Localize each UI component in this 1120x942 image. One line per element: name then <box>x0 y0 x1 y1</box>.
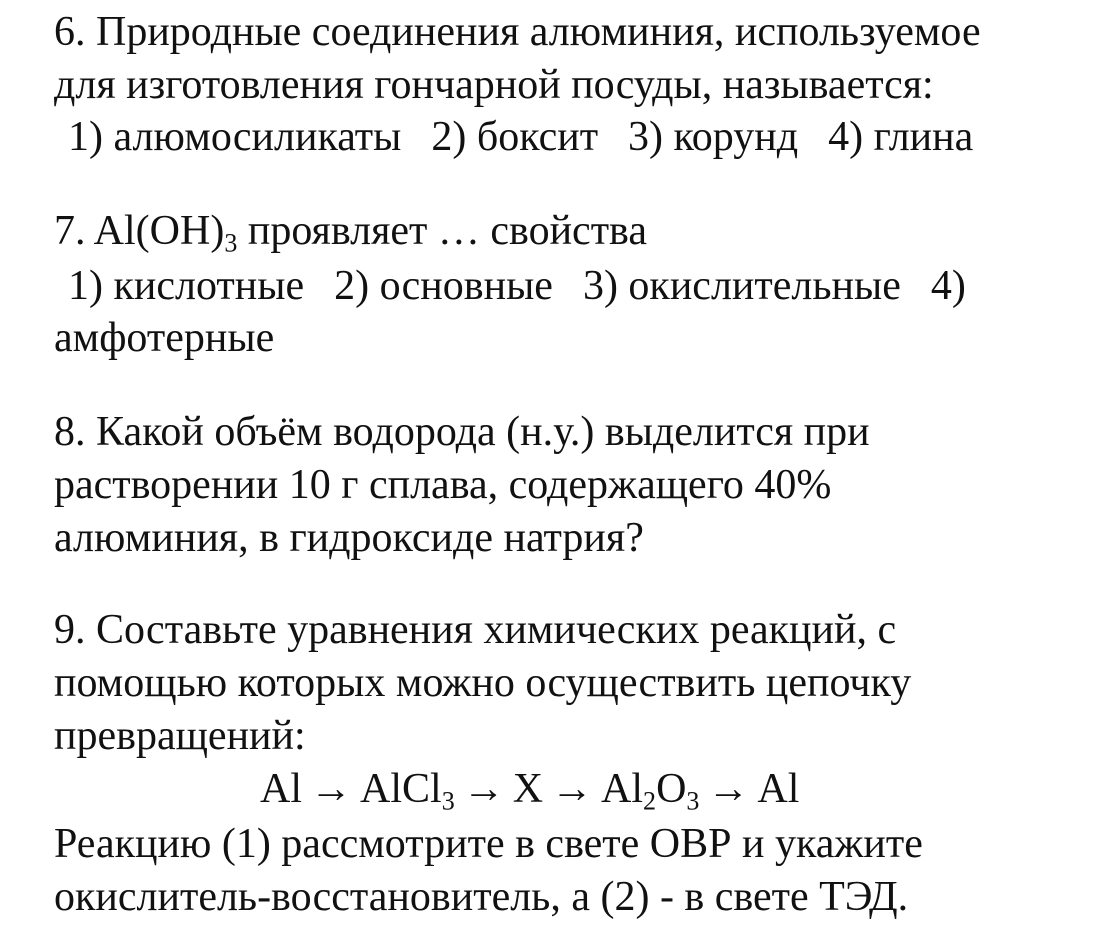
q6-line-2: для изготовления гончарной посуды, называется: <box>54 62 934 108</box>
q9-line-3: превращений: <box>54 713 306 759</box>
chain-arrow-4: → <box>707 766 750 812</box>
q7-option-4: 4) <box>930 263 966 309</box>
q6-options <box>68 111 973 163</box>
chain-alcl3-sub: 3 <box>441 786 455 816</box>
chain-x: X <box>512 766 544 812</box>
chain-arrow-1: → <box>310 766 352 812</box>
q6-line-1: 6. Природные соединения алюминия, используемое <box>54 9 981 55</box>
q7-suffix: проявляет … свойства <box>237 208 647 254</box>
chain-al2o3-al: Al <box>601 766 644 812</box>
q7-prefix: 7. Al(OH) <box>54 208 225 254</box>
chain-al-start: Al <box>260 766 302 812</box>
q6-option-3: 3) корунд <box>628 114 799 160</box>
q6-option-2: 2) боксит <box>431 114 599 160</box>
chain-al2o3-sub-1: 2 <box>643 786 657 816</box>
q6-option-4: 4) глина <box>828 114 974 160</box>
q9-reaction-chain <box>260 763 799 815</box>
q7-option-2: 2) основные <box>334 263 553 309</box>
chain-al-end: Al <box>757 766 800 812</box>
q9-line-1: 9. Составьте уравнения химических реакций, с <box>54 607 897 653</box>
chain-arrow-2: → <box>462 766 505 812</box>
q7-option-1: 1) кислотные <box>68 263 305 309</box>
chain-al2o3-o: O <box>656 766 687 812</box>
q9-line-2: помощью которых можно осуществить цепочку <box>54 660 912 706</box>
chain-arrow-3: → <box>551 766 594 812</box>
q7-options <box>68 260 966 312</box>
q8-line-1: 8. Какой объём водорода (н.у.) выделится при <box>54 409 870 455</box>
q8-line-3: алюминия, в гидроксиде натрия? <box>54 515 644 561</box>
q7-question <box>54 205 647 257</box>
q9-line-5: окислитель-восстановитель, а (2) - в свете ТЭД. <box>54 874 909 920</box>
q7-option-3: 3) окислительные <box>582 263 901 309</box>
q8-line-2: растворении 10 г сплава, содержащего 40% <box>54 462 832 508</box>
q7-subscript: 3 <box>224 228 238 258</box>
chain-alcl3: AlCl <box>360 766 442 812</box>
chain-al2o3-sub-2: 3 <box>686 786 700 816</box>
q9-line-4: Реакцию (1) рассмотрите в свете ОВР и укажите <box>54 821 923 867</box>
q6-option-1: 1) алюмосиликаты <box>68 114 402 160</box>
q7-option-4-wrap: амфотерные <box>54 315 275 361</box>
